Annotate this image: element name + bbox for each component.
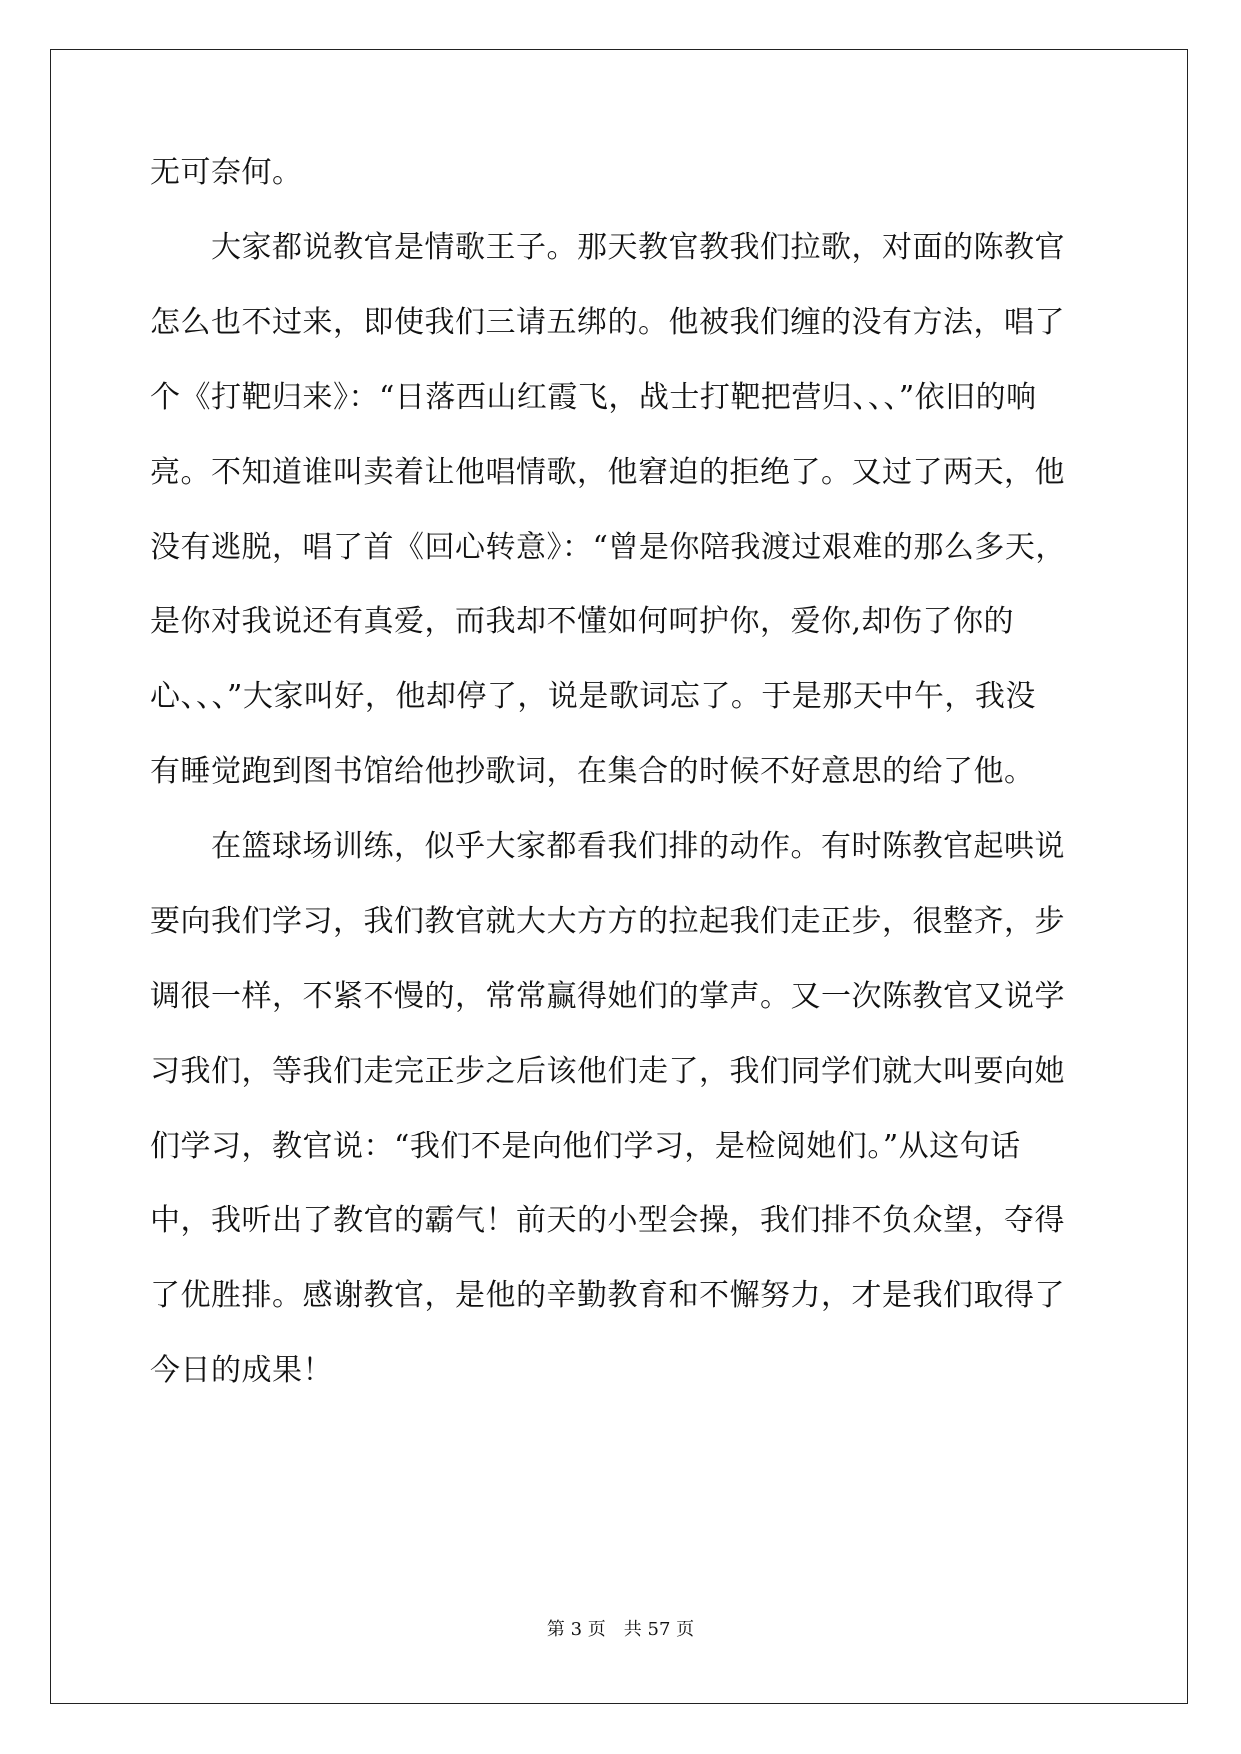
page-number-footer: 第 3 页 共 57 页 — [546, 1619, 695, 1640]
page-border — [50, 49, 1188, 1704]
text-line: 调很一样，不紧不慢的，常常赢得她们的掌声。又一次陈教官又说学 — [150, 979, 1065, 1014]
text-line: 怎么也不过来，即使我们三请五绑的。他被我们缠的没有方法，唱了 — [150, 305, 1065, 340]
text-line: 要向我们学习，我们教官就大大方方的拉起我们走正步，很整齐，步 — [150, 904, 1065, 939]
text-line: 心、、、”大家叫好，他却停了，说是歌词忘了。于是那天中午，我没 — [150, 679, 1036, 714]
text-line: 没有逃脱，唱了首《回心转意》：“曾是你陪我渡过艰难的那么多天， — [150, 530, 1066, 565]
text-line: 大家都说教官是情歌王子。那天教官教我们拉歌，对面的陈教官 — [150, 230, 1065, 265]
text-line: 在篮球场训练，似乎大家都看我们排的动作。有时陈教官起哄说 — [150, 829, 1065, 864]
text-line: 是你对我说还有真爱，而我却不懂如何呵护你，爱你,却伤了你的 — [150, 604, 1015, 639]
text-line: 个《打靶归来》：“日落西山红霞飞，战士打靶把营归、、、”依旧的响 — [150, 380, 1037, 415]
text-line: 亮。不知道谁叫卖着让他唱情歌，他窘迫的拒绝了。又过了两天，他 — [150, 455, 1065, 490]
text-line: 中，我听出了教官的霸气！前天的小型会操，我们排不负众望，夺得 — [150, 1203, 1065, 1238]
text-line: 有睡觉跑到图书馆给他抄歌词，在集合的时候不好意思的给了他。 — [150, 754, 1035, 789]
text-line: 们学习，教官说：“我们不是向他们学习，是检阅她们。”从这句话 — [150, 1129, 1021, 1164]
text-line: 习我们，等我们走完正步之后该他们走了，我们同学们就大叫要向她 — [150, 1054, 1065, 1089]
text-line: 今日的成果！ — [150, 1353, 333, 1388]
text-line: 了优胜排。感谢教官，是他的辛勤教育和不懈努力，才是我们取得了 — [150, 1278, 1065, 1313]
text-line: 无可奈何。 — [150, 155, 303, 190]
